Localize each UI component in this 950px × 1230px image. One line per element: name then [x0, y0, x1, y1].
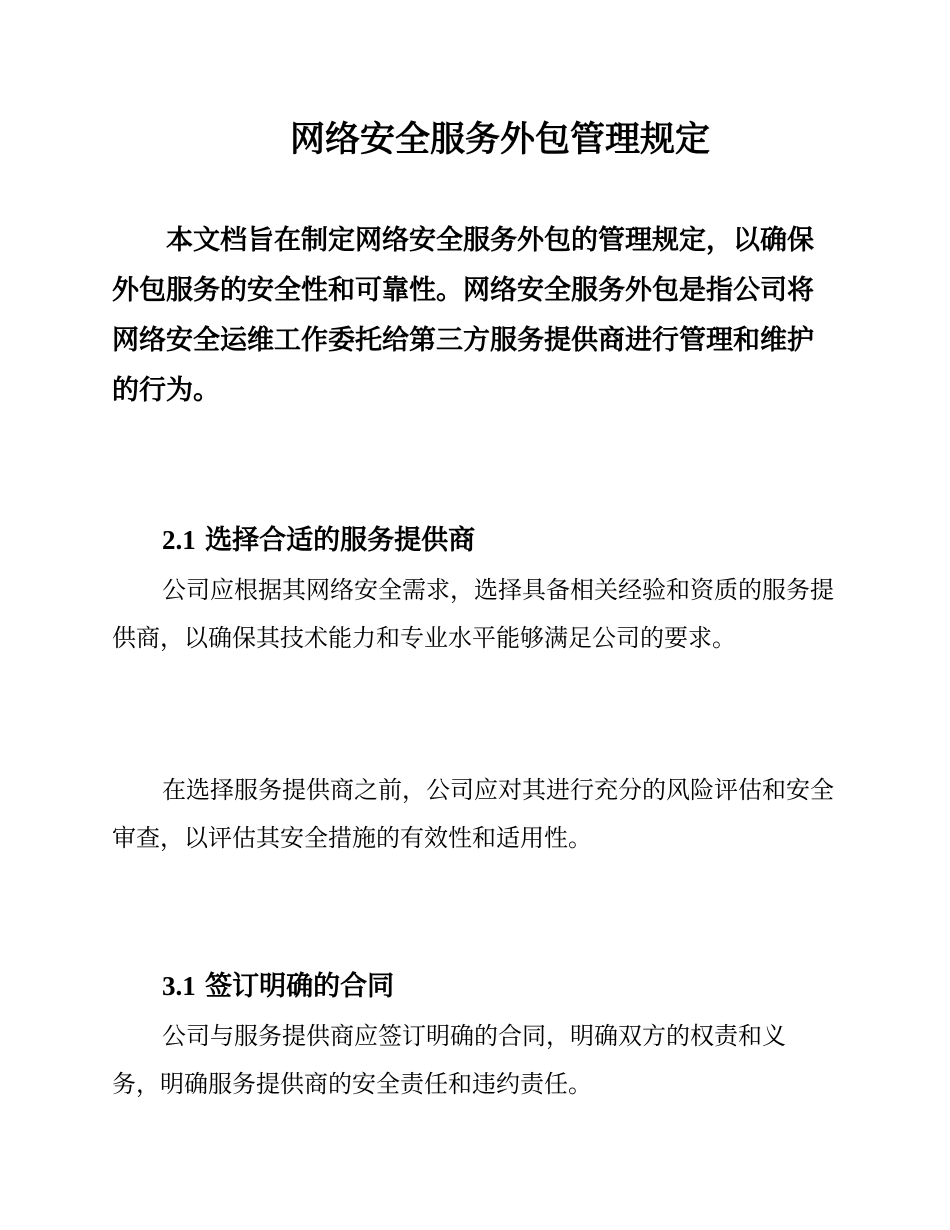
section-2-1-paragraph-2: 在选择服务提供商之前，公司应对其进行充分的风险评估和安全审查，以评估其安全措施的有效性和适用性。 [112, 776, 834, 852]
section-2-1-paragraph-1: 公司应根据其网络安全需求，选择具备相关经验和资质的服务提供商，以确保其技术能力和专业水平能够满足公司的要求。 [112, 576, 834, 652]
intro-paragraph: 本文档旨在制定网络安全服务外包的管理规定，以确保外包服务的安全性和可靠性。网络安全服务外包是指公司将网络安全运维工作委托给第三方服务提供商进行管理和维护的行为。 [112, 225, 814, 406]
document-title: 网络安全服务外包管理规定 [289, 120, 710, 160]
section-title: 选择合适的服务提供商 [205, 525, 476, 556]
section-3-1-paragraph-1: 公司与服务提供商应签订明确的合同，明确双方的权责和义务，明确服务提供商的安全责任和违约责任。 [112, 1022, 786, 1098]
section-title: 签订明确的合同 [205, 971, 395, 1002]
section-heading-2-1 [162, 520, 475, 561]
section-number: 2.1 [162, 525, 196, 555]
section-heading-3-1 [162, 966, 394, 1007]
section-number: 3.1 [162, 971, 196, 1001]
